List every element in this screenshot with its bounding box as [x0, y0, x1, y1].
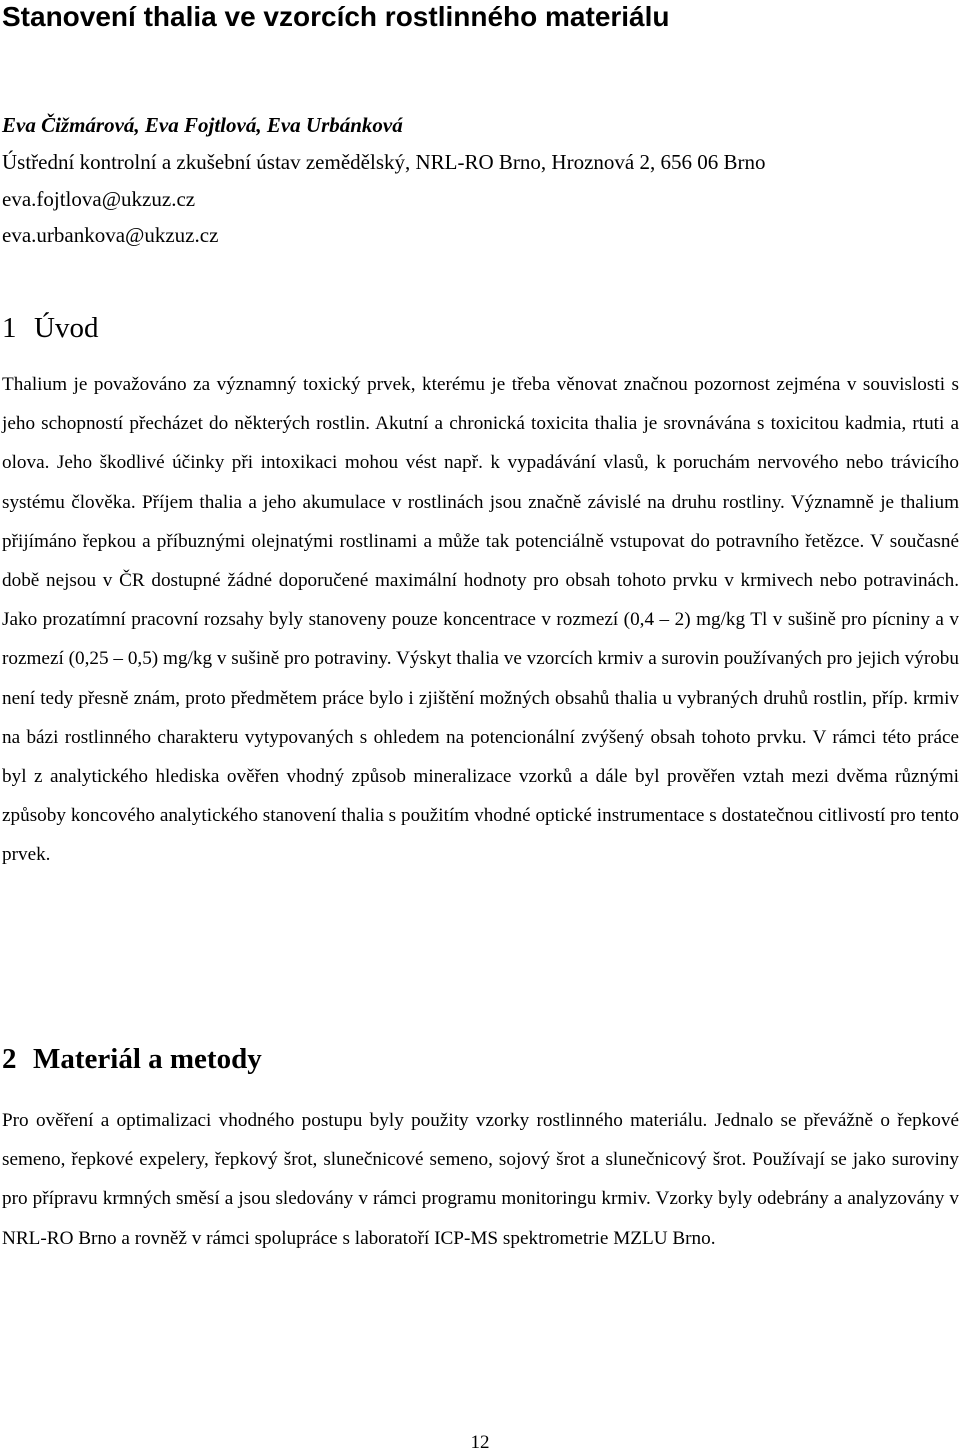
section-paragraph: Thalium je považováno za významný toxický prvek, kterému je třeba věnovat značnou pozornost zejména v souvislosti s jeho schopností přecházet do některých rostlin. Akutní a chronická toxicita thalia je srovnávána s toxicitou kadmia, rtuti a olova. Jeho škodlivé účinky při intoxikaci mohou vést např. k vypadávání vlasů, k poruchám nervového nebo trávicího systému člověka. Příjem thalia a jeho akumulace v rostlinách jsou značně závislé na druhu rostliny. Významně je thalium přijímáno řepkou a příbuznými olejnatými rostlinami a může tak potenciálně vstupovat do potravního řetězce. V současné době nejsou v ČR dostupné žádné doporučené maximální hodnoty pro obsah tohoto prvku v krmivech nebo potravinách. Jako prozatímní pracovní rozsahy byly stanoveny pouze koncentrace v rozmezí (0,4 – 2) mg/kg Tl v sušině pro pícniny a v rozmezí (0,25 – 0,5) mg/kg v sušině pro potraviny. Výskyt thalia ve vzorcích krmiv a surovin používaných pro jejich výrobu není tedy přesně znám, proto předmětem práce bylo i zjištění možných obsahů thalia u vybraných druhů rostlin, příp. krmiv na bázi rostlinného charakteru vytypovaných s ohledem na potencionální zvýšený obsah tohoto prvku. V rámci této práce byl z analytického hlediska ověřen vhodný způsob mineralizace vzorků a dále byl prověřen vztah mezi dvěma různými způsoby koncového analytického stanovení thalia s použitím vhodné optické instrumentace s dostatečnou citlivostí pro tento prvek.: [2, 374, 959, 866]
authors: Eva Čižmárová, Eva Fojtlová, Eva Urbánková: [2, 113, 403, 137]
page-number: 12: [470, 1432, 490, 1453]
section-number: 1: [2, 312, 17, 344]
affiliation: Ústřední kontrolní a zkušební ústav zemědělský, NRL-RO Brno, Hroznová 2, 656 06 Brno: [2, 150, 766, 174]
section-heading-intro: [2, 311, 98, 345]
email-link[interactable]: eva.urbankova@ukzuz.cz: [2, 223, 219, 247]
section-title: Úvod: [34, 312, 99, 344]
section-number: 2: [2, 1043, 17, 1075]
section-paragraph: Pro ověření a optimalizaci vhodného postupu byly použity vzorky rostlinného materiálu. Jednalo se převážně o řepkové semeno, řepkové expelery, řepkový šrot, slunečnicové semeno, sojový šrot a slunečnicový šrot. Používají se jako suroviny pro přípravu krmných směsí a jsou sledovány v rámci programu monitoringu krmiv. Vzorky byly odebrány a analyzovány v NRL-RO Brno a rovněž v rámci spolupráce s laboratoří ICP-MS spektrometrie MZLU Brno.: [2, 1110, 959, 1249]
section-heading-methods: [2, 1042, 262, 1076]
section-title: Materiál a metody: [33, 1043, 262, 1075]
email-link[interactable]: eva.fojtlova@ukzuz.cz: [2, 187, 196, 211]
paper-title: Stanovení thalia ve vzorcích rostlinného materiálu: [2, 1, 670, 32]
